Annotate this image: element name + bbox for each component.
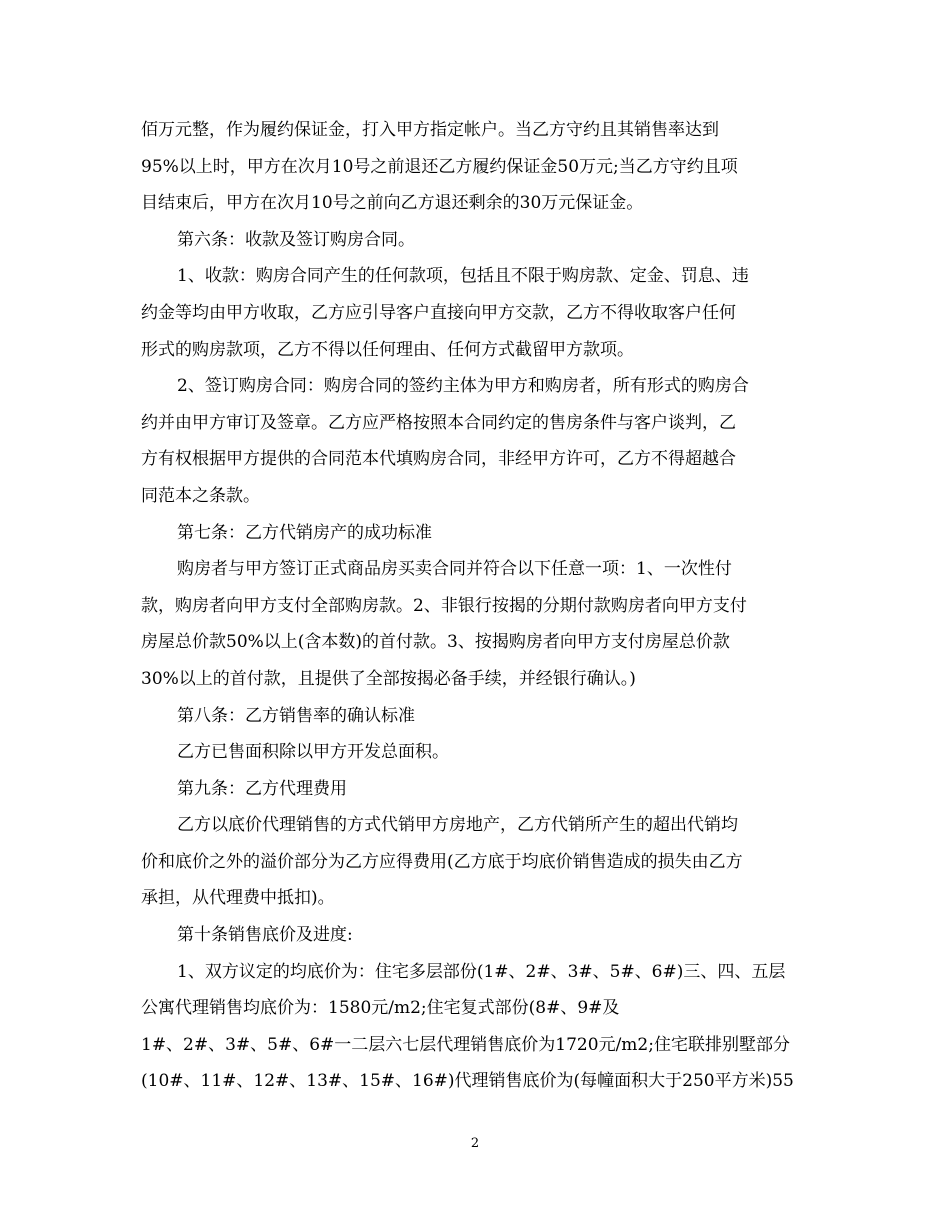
text-line: 款，购房者向甲方支付全部购房款。2、非银行按揭的分期付款购房者向甲方支付 xyxy=(141,595,747,616)
text-line: 承担，从代理费中抵扣)。 xyxy=(141,888,335,909)
text-line: 95%以上时，甲方在次月10号之前退还乙方履约保证金50万元;当乙方守约且项 xyxy=(141,156,738,177)
text-line: 2、签订购房合同：购房合同的签约主体为甲方和购房者，所有形式的购房合 xyxy=(177,376,749,397)
text-line: 同范本之条款。 xyxy=(141,485,260,506)
section-heading: 第十条销售底价及进度: xyxy=(177,925,353,946)
text-line: 房屋总价款50%以上(含本数)的首付款。3、按揭购房者向甲方支付房屋总价款 xyxy=(141,632,730,653)
text-line: 乙方以底价代理销售的方式代销甲方房地产，乙方代销所产生的超出代销均 xyxy=(177,815,738,836)
text-line: 方有权根据甲方提供的合同范本代填购房合同，非经甲方许可，乙方不得超越合 xyxy=(141,449,736,470)
section-heading: 第六条：收款及签订购房合同。 xyxy=(177,229,415,250)
text-line: 形式的购房款项，乙方不得以任何理由、任何方式截留甲方款项。 xyxy=(141,339,634,360)
text-line: 目结束后，甲方在次月10号之前向乙方退还剩余的30万元保证金。 xyxy=(141,193,644,214)
section-heading: 第八条：乙方销售率的确认标准 xyxy=(177,705,415,726)
text-line: 公寓代理销售均底价为：1580元/m2;住宅复式部份(8#、9#及 xyxy=(141,998,620,1019)
text-line: 1#、2#、3#、5#、6#一二层六七层代理销售底价为1720元/m2;住宅联排别墅部分 xyxy=(141,1034,790,1055)
text-line: 1、双方议定的均底价为：住宅多层部份(1#、2#、3#、5#、6#)三、四、五层 xyxy=(177,961,786,982)
text-line: 乙方已售面积除以甲方开发总面积。 xyxy=(177,742,449,763)
page-number: 2 xyxy=(470,1136,480,1151)
text-line: 佰万元整，作为履约保证金，打入甲方指定帐户。当乙方守约且其销售率达到 xyxy=(141,120,719,140)
text-line: 约金等均由甲方收取，乙方应引导客户直接向甲方交款，乙方不得收取客户任何 xyxy=(141,302,736,323)
text-line: 价和底价之外的溢价部分为乙方应得费用(乙方底于均底价销售造成的损失由乙方 xyxy=(141,851,743,872)
text-line: 1、收款：购房合同产生的任何款项，包括且不限于购房款、定金、罚息、违 xyxy=(177,266,749,287)
text-line: 约并由甲方审订及签章。乙方应严格按照本合同约定的售房条件与客户谈判，乙 xyxy=(141,412,736,433)
section-heading: 第七条：乙方代销房产的成功标准 xyxy=(177,522,432,543)
text-line: 购房者与甲方签订正式商品房买卖合同并符合以下任意一项：1、一次性付 xyxy=(177,559,732,580)
document-body xyxy=(141,112,811,1100)
text-line: (10#、11#、12#、13#、15#、16#)代理销售底价为(每幢面积大于250平方米)55 xyxy=(141,1071,794,1092)
text-line: 30%以上的首付款，且提供了全部按揭必备手续，并经银行确认。) xyxy=(141,668,636,689)
section-heading: 第九条：乙方代理费用 xyxy=(177,778,347,799)
